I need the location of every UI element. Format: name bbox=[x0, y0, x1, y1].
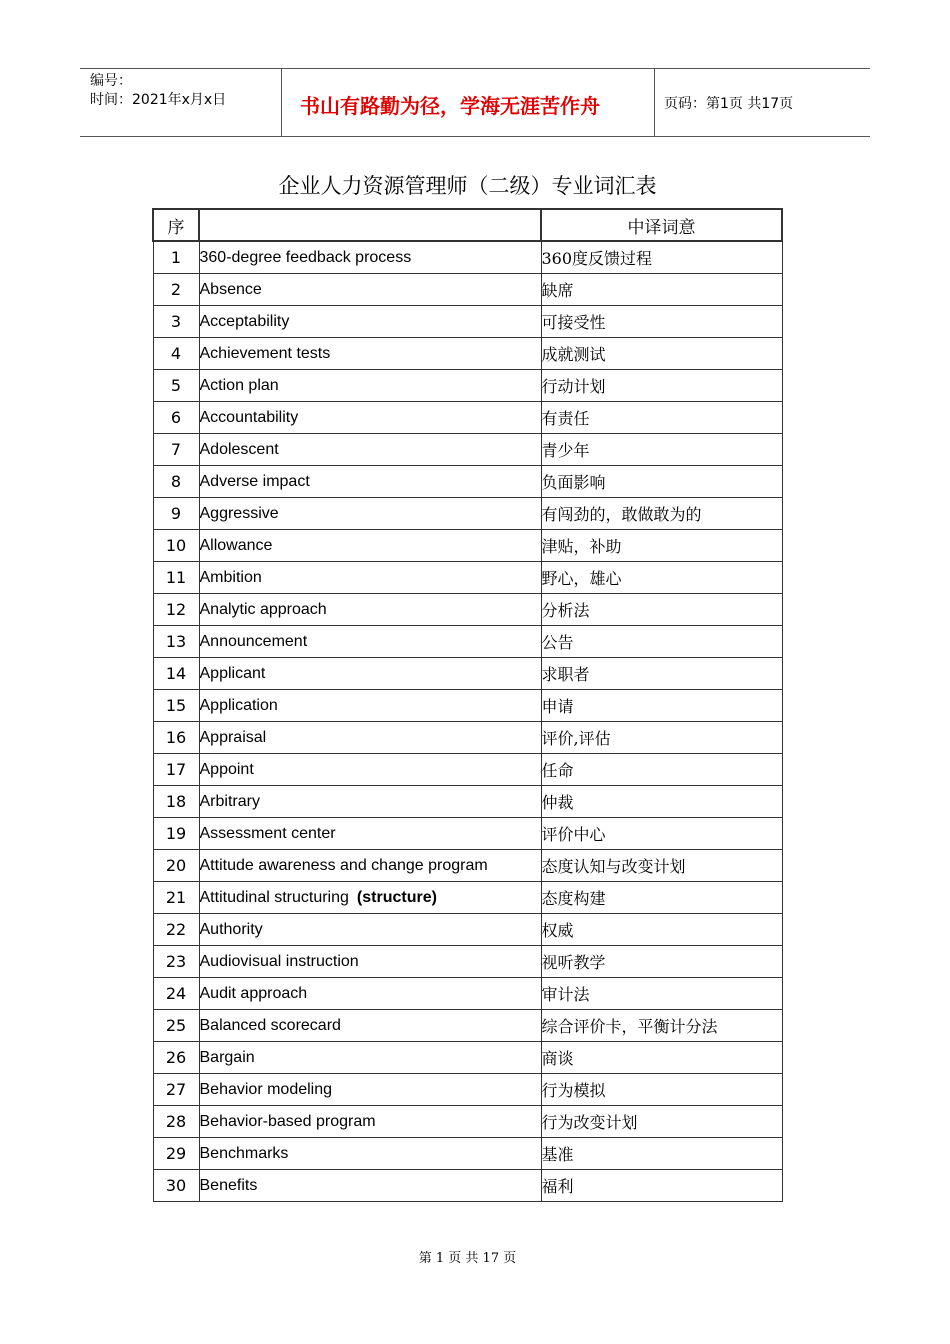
table-row bbox=[153, 530, 782, 562]
row-chinese-meaning: 行动计划 bbox=[541, 370, 782, 402]
table-row bbox=[153, 498, 782, 530]
glossary-body bbox=[153, 241, 782, 1202]
header-col-number: 序 bbox=[153, 209, 199, 241]
english-term-text: Assessment center bbox=[199, 824, 336, 842]
table-row bbox=[153, 1074, 782, 1106]
row-number: 17 bbox=[153, 754, 199, 786]
row-number: 10 bbox=[153, 530, 199, 562]
row-chinese-meaning: 成就测试 bbox=[541, 338, 782, 370]
row-english-term bbox=[199, 370, 541, 402]
row-english-term bbox=[199, 658, 541, 690]
row-number: 14 bbox=[153, 658, 199, 690]
row-number: 30 bbox=[153, 1170, 199, 1202]
english-term-text: Action plan bbox=[199, 376, 279, 394]
row-number: 28 bbox=[153, 1106, 199, 1138]
header-divider-right bbox=[654, 68, 655, 136]
row-number: 1 bbox=[153, 241, 199, 274]
table-row bbox=[153, 882, 782, 914]
row-english-term bbox=[199, 241, 541, 274]
row-number: 19 bbox=[153, 818, 199, 850]
row-number: 18 bbox=[153, 786, 199, 818]
table-row bbox=[153, 274, 782, 306]
table-row bbox=[153, 306, 782, 338]
english-term-text: Acceptability bbox=[199, 312, 290, 330]
row-english-term bbox=[199, 466, 541, 498]
table-row bbox=[153, 850, 782, 882]
english-term-text: Bargain bbox=[199, 1048, 255, 1066]
row-english-term bbox=[199, 274, 541, 306]
row-english-term bbox=[199, 1138, 541, 1170]
table-row bbox=[153, 1010, 782, 1042]
row-number: 16 bbox=[153, 722, 199, 754]
row-chinese-meaning: 分析法 bbox=[541, 594, 782, 626]
row-english-term bbox=[199, 850, 541, 882]
row-number: 22 bbox=[153, 914, 199, 946]
english-term-text: Behavior modeling bbox=[199, 1080, 333, 1098]
table-row bbox=[153, 562, 782, 594]
english-term-text: Benefits bbox=[199, 1176, 258, 1194]
table-row bbox=[153, 370, 782, 402]
row-number: 3 bbox=[153, 306, 199, 338]
header-top-rule bbox=[80, 68, 870, 69]
row-chinese-meaning: 360度反馈过程 bbox=[541, 241, 782, 274]
english-term-text: Audit approach bbox=[199, 984, 308, 1002]
row-number: 4 bbox=[153, 338, 199, 370]
row-number: 29 bbox=[153, 1138, 199, 1170]
table-row bbox=[153, 754, 782, 786]
table-row bbox=[153, 914, 782, 946]
row-number: 25 bbox=[153, 1010, 199, 1042]
row-chinese-meaning: 有责任 bbox=[541, 402, 782, 434]
row-chinese-meaning: 公告 bbox=[541, 626, 782, 658]
page-footer: 第 1 页 共 17 页 bbox=[418, 1251, 517, 1266]
row-number: 12 bbox=[153, 594, 199, 626]
english-term-text: Allowance bbox=[199, 536, 273, 554]
table-row bbox=[153, 1106, 782, 1138]
row-chinese-meaning: 野心，雄心 bbox=[541, 562, 782, 594]
row-number: 24 bbox=[153, 978, 199, 1010]
row-number: 26 bbox=[153, 1042, 199, 1074]
row-number: 27 bbox=[153, 1074, 199, 1106]
row-english-term bbox=[199, 1106, 541, 1138]
row-english-term bbox=[199, 946, 541, 978]
english-term-text: Audiovisual instruction bbox=[199, 952, 359, 970]
row-english-term bbox=[199, 1042, 541, 1074]
row-english-term bbox=[199, 914, 541, 946]
table-header-row bbox=[153, 209, 782, 241]
row-english-term bbox=[199, 690, 541, 722]
english-term-text: Analytic approach bbox=[199, 600, 327, 618]
row-chinese-meaning: 申请 bbox=[541, 690, 782, 722]
row-english-term bbox=[199, 594, 541, 626]
table-row bbox=[153, 434, 782, 466]
row-chinese-meaning: 缺席 bbox=[541, 274, 782, 306]
row-chinese-meaning: 商谈 bbox=[541, 1042, 782, 1074]
row-number: 2 bbox=[153, 274, 199, 306]
table-row bbox=[153, 1170, 782, 1202]
table-row bbox=[153, 594, 782, 626]
english-term-text: Adverse impact bbox=[199, 472, 310, 490]
row-chinese-meaning: 有闯劲的，敢做敢为的 bbox=[541, 498, 782, 530]
row-chinese-meaning: 综合评价卡，平衡计分法 bbox=[541, 1010, 782, 1042]
row-number: 5 bbox=[153, 370, 199, 402]
row-english-term bbox=[199, 786, 541, 818]
row-english-term bbox=[199, 402, 541, 434]
row-chinese-meaning: 评价中心 bbox=[541, 818, 782, 850]
english-term-text: Announcement bbox=[199, 632, 308, 650]
row-english-term bbox=[199, 1170, 541, 1202]
table-row bbox=[153, 946, 782, 978]
english-term-text: Appoint bbox=[199, 760, 254, 778]
row-number: 11 bbox=[153, 562, 199, 594]
row-chinese-meaning: 可接受性 bbox=[541, 306, 782, 338]
row-number: 9 bbox=[153, 498, 199, 530]
english-term-text: Ambition bbox=[199, 568, 262, 586]
header-bottom-rule bbox=[80, 136, 870, 137]
row-number: 15 bbox=[153, 690, 199, 722]
header-time-label: 时间：2021年x月x日 bbox=[90, 92, 227, 108]
row-chinese-meaning: 态度构建 bbox=[541, 882, 782, 914]
table-row bbox=[153, 402, 782, 434]
table-row bbox=[153, 241, 782, 274]
english-term-text: Application bbox=[199, 696, 278, 714]
row-chinese-meaning: 视听教学 bbox=[541, 946, 782, 978]
english-term-text: Adolescent bbox=[199, 440, 279, 458]
header-col-english bbox=[199, 209, 541, 241]
page-title: 企业人力资源管理师（二级）专业词汇表 bbox=[278, 174, 657, 198]
row-english-term bbox=[199, 818, 541, 850]
row-english-term bbox=[199, 754, 541, 786]
english-term-text: Balanced scorecard bbox=[199, 1016, 341, 1034]
row-english-term bbox=[199, 306, 541, 338]
row-chinese-meaning: 基准 bbox=[541, 1138, 782, 1170]
english-term-text: Attitudinal structuring bbox=[199, 888, 349, 906]
english-term-text: 360-degree feedback process bbox=[199, 248, 412, 266]
row-number: 21 bbox=[153, 882, 199, 914]
english-term-text: Aggressive bbox=[199, 504, 279, 522]
english-term-text: Appraisal bbox=[199, 728, 267, 746]
row-chinese-meaning: 评价,评估 bbox=[541, 722, 782, 754]
row-number: 6 bbox=[153, 402, 199, 434]
row-english-term bbox=[199, 338, 541, 370]
row-english-term bbox=[199, 498, 541, 530]
row-english-term bbox=[199, 626, 541, 658]
table-row bbox=[153, 818, 782, 850]
english-term-note: (structure) bbox=[356, 888, 437, 906]
english-term-text: Achievement tests bbox=[199, 344, 331, 362]
table-row bbox=[153, 466, 782, 498]
table-row bbox=[153, 1042, 782, 1074]
row-english-term bbox=[199, 562, 541, 594]
header-motto: 书山有路勤为径，学海无涯苦作舟 bbox=[300, 94, 600, 118]
header-divider-left bbox=[281, 68, 282, 136]
english-term-text: Behavior-based program bbox=[199, 1112, 376, 1130]
table-row bbox=[153, 1138, 782, 1170]
english-term-text: Accountability bbox=[199, 408, 299, 426]
table-row bbox=[153, 626, 782, 658]
english-term-text: Benchmarks bbox=[199, 1144, 289, 1162]
row-chinese-meaning: 求职者 bbox=[541, 658, 782, 690]
row-chinese-meaning: 仲裁 bbox=[541, 786, 782, 818]
english-term-text: Applicant bbox=[199, 664, 266, 682]
row-english-term bbox=[199, 882, 541, 914]
row-chinese-meaning: 津贴，补助 bbox=[541, 530, 782, 562]
row-chinese-meaning: 行为改变计划 bbox=[541, 1106, 782, 1138]
row-number: 8 bbox=[153, 466, 199, 498]
table-row bbox=[153, 338, 782, 370]
row-number: 13 bbox=[153, 626, 199, 658]
english-term-text: Attitude awareness and change program bbox=[199, 856, 488, 874]
row-chinese-meaning: 审计法 bbox=[541, 978, 782, 1010]
row-chinese-meaning: 青少年 bbox=[541, 434, 782, 466]
row-english-term bbox=[199, 1074, 541, 1106]
header-col-chinese: 中译词意 bbox=[541, 209, 782, 241]
row-chinese-meaning: 态度认知与改变计划 bbox=[541, 850, 782, 882]
row-chinese-meaning: 任命 bbox=[541, 754, 782, 786]
english-term-text: Absence bbox=[199, 280, 262, 298]
row-number: 7 bbox=[153, 434, 199, 466]
row-chinese-meaning: 行为模拟 bbox=[541, 1074, 782, 1106]
row-number: 20 bbox=[153, 850, 199, 882]
table-row bbox=[153, 978, 782, 1010]
header-number-label: 编号： bbox=[90, 73, 132, 89]
english-term-text: Arbitrary bbox=[199, 792, 260, 810]
table-row bbox=[153, 690, 782, 722]
table-row bbox=[153, 786, 782, 818]
row-english-term bbox=[199, 978, 541, 1010]
row-english-term bbox=[199, 722, 541, 754]
row-english-term bbox=[199, 1010, 541, 1042]
row-english-term bbox=[199, 434, 541, 466]
row-number: 23 bbox=[153, 946, 199, 978]
row-english-term bbox=[199, 530, 541, 562]
header-page-info: 页码：第1页 共17页 bbox=[664, 96, 794, 112]
glossary-table bbox=[152, 208, 783, 1202]
row-chinese-meaning: 权威 bbox=[541, 914, 782, 946]
row-chinese-meaning: 负面影响 bbox=[541, 466, 782, 498]
row-chinese-meaning: 福利 bbox=[541, 1170, 782, 1202]
table-row bbox=[153, 722, 782, 754]
english-term-text: Authority bbox=[199, 920, 263, 938]
table-row bbox=[153, 658, 782, 690]
